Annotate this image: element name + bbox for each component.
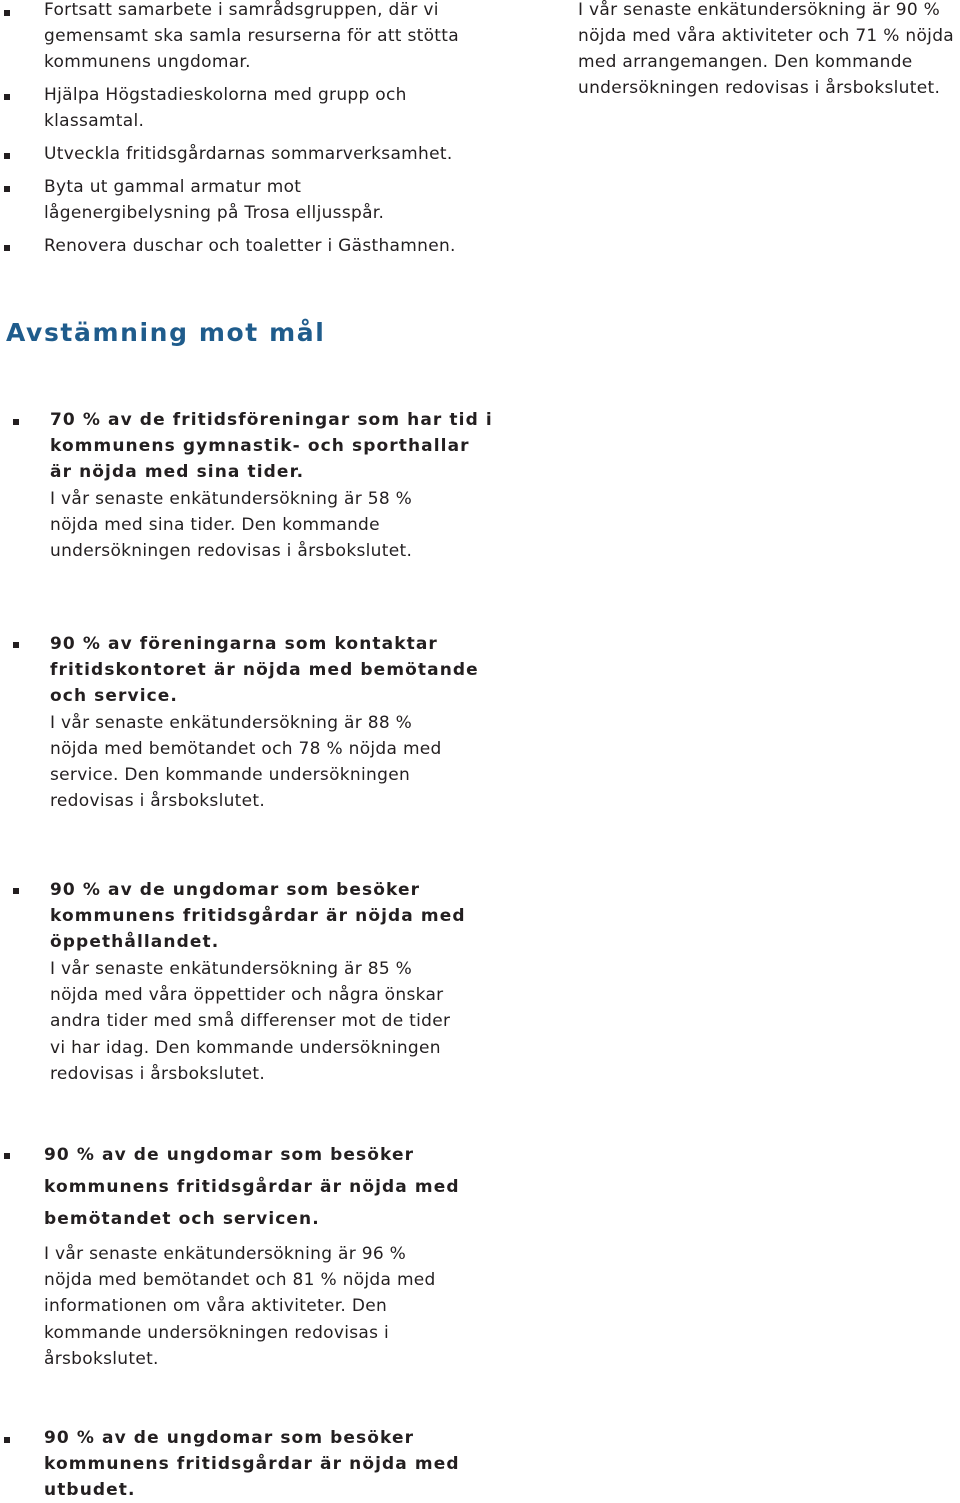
goal-line: kommunens fritidsgårdar är nöjda med (44, 1454, 460, 1474)
result-line: I vår senaste enkätundersökning är 85 % (50, 959, 413, 979)
result-line: redovisas i årsbokslutet. (50, 791, 266, 811)
paragraph-line: nöjda med våra aktiviteter och 71 % nöjda (578, 26, 955, 46)
result-line: nöjda med sina tider. Den kommande (50, 515, 380, 535)
paragraph-line: undersökningen redovisas i årsbokslutet. (578, 78, 941, 98)
goal-line: bemötandet och servicen. (44, 1209, 320, 1229)
bullet-icon (13, 419, 19, 425)
bullet-icon (13, 888, 19, 894)
result-line: I vår senaste enkätundersökning är 88 % (50, 713, 413, 733)
result-line: nöjda med våra öppettider och några önskar (50, 985, 444, 1005)
bullet-icon (4, 245, 10, 251)
goal-line: 90 % av de ungdomar som besöker (44, 1145, 415, 1165)
bullet-icon (4, 1153, 10, 1159)
goal-line: kommunens fritidsgårdar är nöjda med (50, 906, 466, 926)
result-line: undersökningen redovisas i årsbokslutet. (50, 541, 413, 561)
result-line: kommande undersökningen redovisas i (44, 1323, 390, 1343)
list-item-line: Fortsatt samarbete i samrådsgruppen, där vi (44, 0, 439, 20)
bullet-icon (4, 94, 10, 100)
goal-line: kommunens fritidsgårdar är nöjda med (44, 1177, 460, 1197)
list-item-line: gemensamt ska samla resurserna för att stötta (44, 26, 459, 46)
bullet-icon (13, 642, 19, 648)
paragraph-line: I vår senaste enkätundersökning är 90 % (578, 0, 941, 20)
list-item-line: lågenergibelysning på Trosa elljusspår. (44, 203, 385, 223)
goal-line: 90 % av de ungdomar som besöker (50, 880, 421, 900)
bullet-icon (4, 10, 10, 16)
goal-line: 90 % av föreningarna som kontaktar (50, 634, 438, 654)
goal-line: 70 % av de fritidsföreningar som har tid i (50, 410, 493, 430)
goal-line: 90 % av de ungdomar som besöker (44, 1428, 415, 1448)
goal-line: är nöjda med sina tider. (50, 462, 305, 482)
goal-line: utbudet. (44, 1480, 136, 1500)
list-item-line: klassamtal. (44, 111, 145, 131)
bullet-icon (4, 1437, 10, 1443)
section-heading: Avstämning mot mål (6, 318, 326, 347)
result-line: I vår senaste enkätundersökning är 58 % (50, 489, 413, 509)
list-item-line: Byta ut gammal armatur mot (44, 177, 302, 197)
result-line: vi har idag. Den kommande undersökningen (50, 1038, 441, 1058)
list-item-line: Hjälpa Högstadieskolorna med grupp och (44, 85, 407, 105)
result-line: redovisas i årsbokslutet. (50, 1064, 266, 1084)
list-item-line: kommunens ungdomar. (44, 52, 251, 72)
result-line: årsbokslutet. (44, 1349, 159, 1369)
result-line: service. Den kommande undersökningen (50, 765, 411, 785)
goal-line: fritidskontoret är nöjda med bemötande (50, 660, 479, 680)
goal-line: kommunens gymnastik- och sporthallar (50, 436, 470, 456)
result-line: andra tider med små differenser mot de tider (50, 1011, 451, 1031)
list-item-line: Utveckla fritidsgårdarnas sommarverksamhet. (44, 144, 453, 164)
bullet-icon (4, 153, 10, 159)
goal-line: och service. (50, 686, 178, 706)
result-line: I vår senaste enkätundersökning är 96 % (44, 1244, 407, 1264)
result-line: nöjda med bemötandet och 81 % nöjda med (44, 1270, 436, 1290)
result-line: nöjda med bemötandet och 78 % nöjda med (50, 739, 442, 759)
paragraph-line: med arrangemangen. Den kommande (578, 52, 913, 72)
result-line: informationen om våra aktiviteter. Den (44, 1296, 388, 1316)
bullet-icon (4, 186, 10, 192)
goal-line: öppethållandet. (50, 932, 220, 952)
list-item-line: Renovera duschar och toaletter i Gästhamnen. (44, 236, 456, 256)
